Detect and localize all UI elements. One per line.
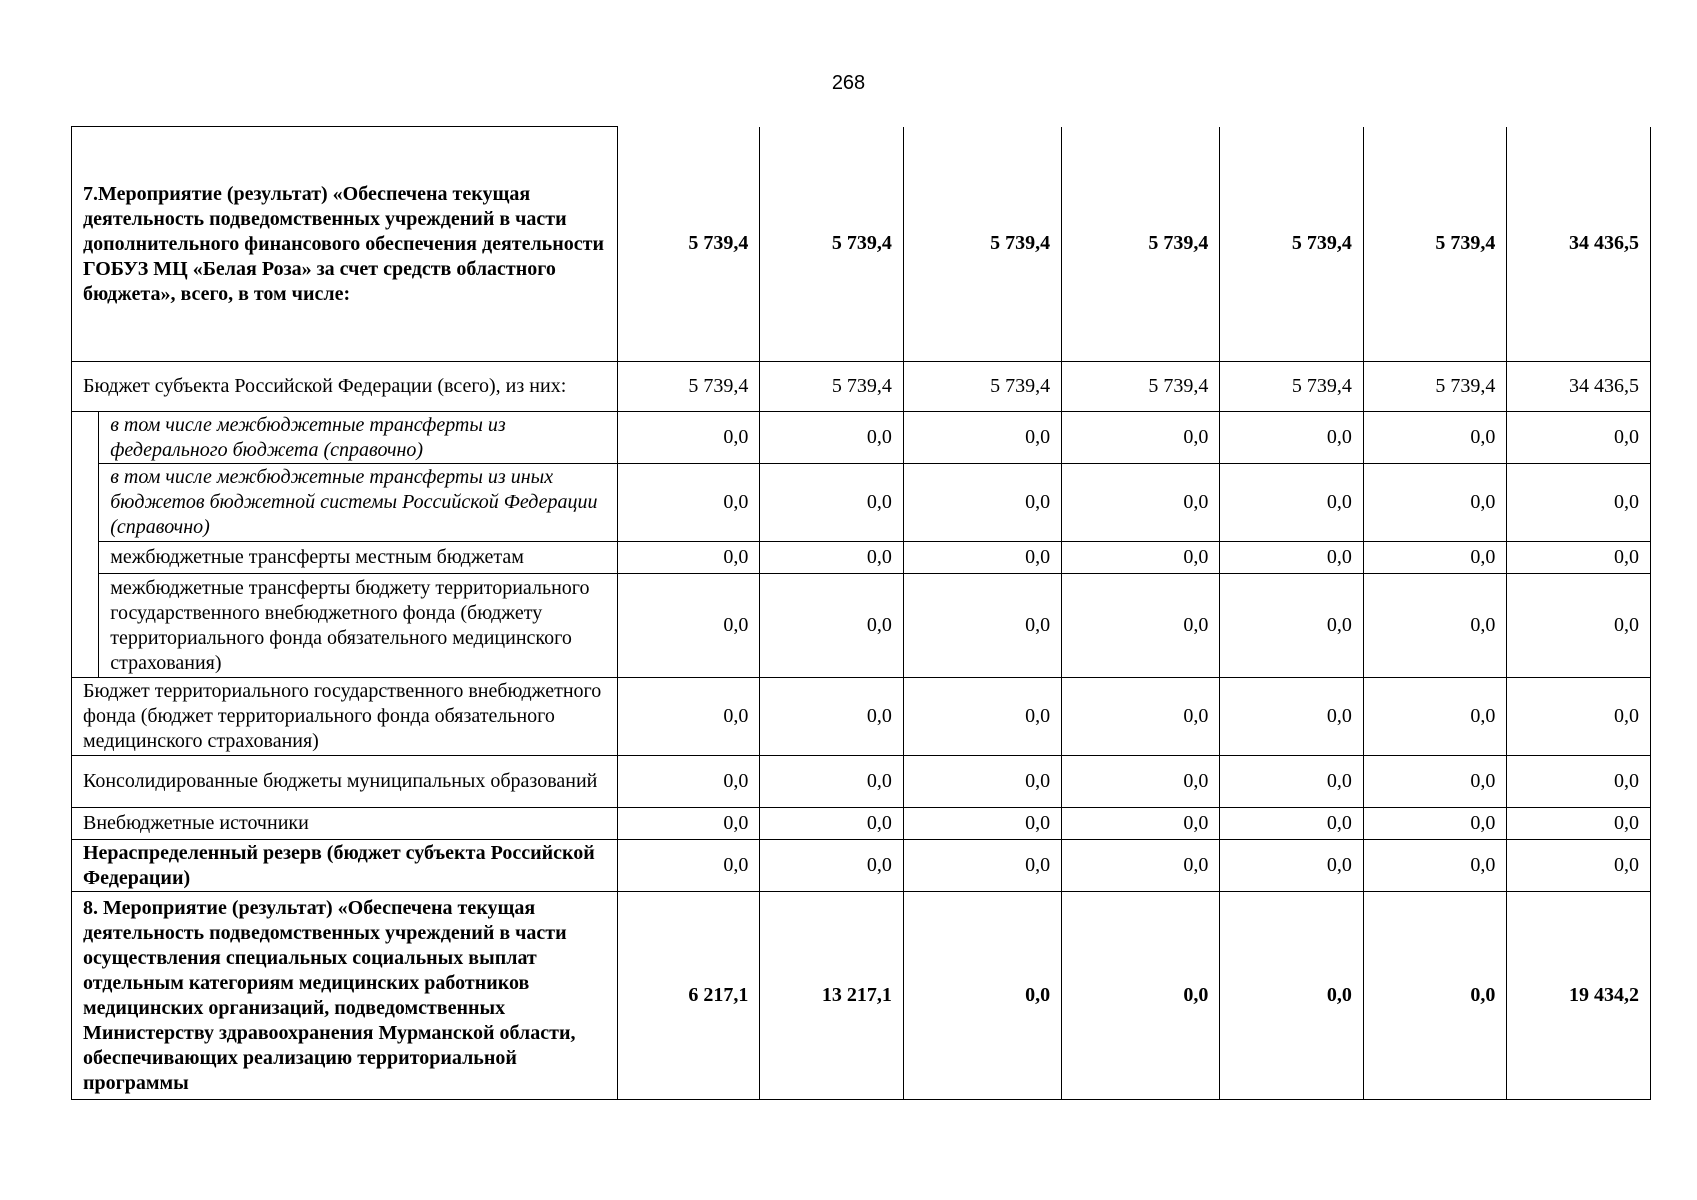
value-cell: 0,0 [903,756,1061,808]
value-cell: 0,0 [617,840,759,892]
row-label: межбюджетные трансферты бюджету территориального государственного внебюджетного фонда (бюджету территориального фонда обязательного медицинского страхования) [99,574,618,678]
table-row [72,362,1651,412]
value-cell: 0,0 [617,464,759,542]
total-cell: 0,0 [1507,412,1651,464]
value-cell: 0,0 [617,574,759,678]
row-label: Нераспределенный резерв (бюджет субъекта Российской Федерации) [72,840,618,892]
value-cell: 5 739,4 [617,362,759,412]
budget-table [71,126,1651,1100]
value-cell: 0,0 [1363,412,1507,464]
row-label: Бюджет субъекта Российской Федерации (всего), из них: [72,362,618,412]
value-cell: 0,0 [760,756,904,808]
row-label: Бюджет территориального государственного внебюджетного фонда (бюджет территориального фонда обязательного медицинского страхования) [72,678,618,756]
table-row [72,412,1651,464]
value-cell: 5 739,4 [903,362,1061,412]
value-cell: 0,0 [1363,574,1507,678]
value-cell: 0,0 [1062,808,1220,840]
value-cell: 0,0 [903,678,1061,756]
value-cell: 0,0 [1363,840,1507,892]
value-cell: 0,0 [1220,412,1364,464]
value-cell: 5 739,4 [1220,362,1364,412]
value-cell: 0,0 [760,840,904,892]
table-row [72,127,1651,362]
value-cell: 13 217,1 [760,892,904,1100]
value-cell: 0,0 [1220,840,1364,892]
value-cell: 0,0 [903,574,1061,678]
total-cell: 0,0 [1507,542,1651,574]
total-cell: 34 436,5 [1507,362,1651,412]
total-cell: 0,0 [1507,464,1651,542]
row-label: в том числе межбюджетные трансферты из иных бюджетов бюджетной системы Российской Федерации (справочно) [99,464,618,542]
value-cell: 0,0 [1062,542,1220,574]
value-cell: 0,0 [1363,808,1507,840]
total-cell: 0,0 [1507,574,1651,678]
value-cell: 0,0 [1062,756,1220,808]
total-cell: 34 436,5 [1507,127,1651,362]
value-cell: 0,0 [760,412,904,464]
table-row [72,756,1651,808]
value-cell: 0,0 [903,808,1061,840]
table-row [72,892,1651,1100]
value-cell: 0,0 [903,840,1061,892]
row-label: Консолидированные бюджеты муниципальных образований [72,756,618,808]
row-label: 7.Мероприятие (результат) «Обеспечена текущая деятельность подведомственных учреждений в части дополнительного финансового обеспечения деятельности ГОБУЗ МЦ «Белая Роза» за счет средств областного бюджета», всего, в том числе: [72,127,618,362]
value-cell: 0,0 [760,542,904,574]
value-cell: 0,0 [1062,678,1220,756]
value-cell: 0,0 [1220,678,1364,756]
value-cell: 5 739,4 [760,362,904,412]
total-cell: 0,0 [1507,840,1651,892]
value-cell: 5 739,4 [1220,127,1364,362]
value-cell: 0,0 [617,808,759,840]
table-row [72,464,1651,542]
value-cell: 0,0 [1062,464,1220,542]
value-cell: 0,0 [1062,892,1220,1100]
value-cell: 5 739,4 [1062,127,1220,362]
table-row [72,678,1651,756]
row-label: межбюджетные трансферты местным бюджетам [99,542,618,574]
value-cell: 0,0 [1363,464,1507,542]
table-row [72,840,1651,892]
value-cell: 6 217,1 [617,892,759,1100]
value-cell: 0,0 [760,574,904,678]
value-cell: 5 739,4 [903,127,1061,362]
table-row [72,808,1651,840]
value-cell: 0,0 [617,756,759,808]
value-cell: 0,0 [1363,756,1507,808]
value-cell: 0,0 [617,412,759,464]
value-cell: 0,0 [1220,892,1364,1100]
indent-cell [72,412,99,678]
value-cell: 0,0 [903,542,1061,574]
value-cell: 0,0 [903,464,1061,542]
value-cell: 0,0 [1220,808,1364,840]
total-cell: 0,0 [1507,678,1651,756]
page-number: 268 [831,72,866,94]
budget-table-body [72,127,1651,1100]
value-cell: 5 739,4 [617,127,759,362]
value-cell: 0,0 [617,542,759,574]
row-label: 8. Мероприятие (результат) «Обеспечена текущая деятельность подведомственных учреждений в части осуществления специальных социальных выплат отдельным категориям медицинских работников медицинских организаций, подведомственных Министерству здравоохранения Мурманской области, обеспечивающих реализацию территориальной программы [72,892,618,1100]
value-cell: 0,0 [1062,412,1220,464]
value-cell: 0,0 [1220,574,1364,678]
value-cell: 5 739,4 [1363,362,1507,412]
value-cell: 0,0 [1220,464,1364,542]
value-cell: 0,0 [903,892,1061,1100]
total-cell: 0,0 [1507,808,1651,840]
value-cell: 0,0 [1363,678,1507,756]
table-row [72,574,1651,678]
value-cell: 0,0 [1363,542,1507,574]
value-cell: 0,0 [1220,542,1364,574]
value-cell: 0,0 [760,464,904,542]
total-cell: 0,0 [1507,756,1651,808]
value-cell: 5 739,4 [760,127,904,362]
value-cell: 0,0 [1062,574,1220,678]
table-row [72,542,1651,574]
value-cell: 5 739,4 [1363,127,1507,362]
value-cell: 0,0 [1363,892,1507,1100]
row-label: в том числе межбюджетные трансферты из федерального бюджета (справочно) [99,412,618,464]
value-cell: 0,0 [1062,840,1220,892]
value-cell: 0,0 [760,678,904,756]
total-cell: 19 434,2 [1507,892,1651,1100]
row-label: Внебюджетные источники [72,808,618,840]
value-cell: 0,0 [1220,756,1364,808]
value-cell: 5 739,4 [1062,362,1220,412]
value-cell: 0,0 [617,678,759,756]
value-cell: 0,0 [760,808,904,840]
value-cell: 0,0 [903,412,1061,464]
